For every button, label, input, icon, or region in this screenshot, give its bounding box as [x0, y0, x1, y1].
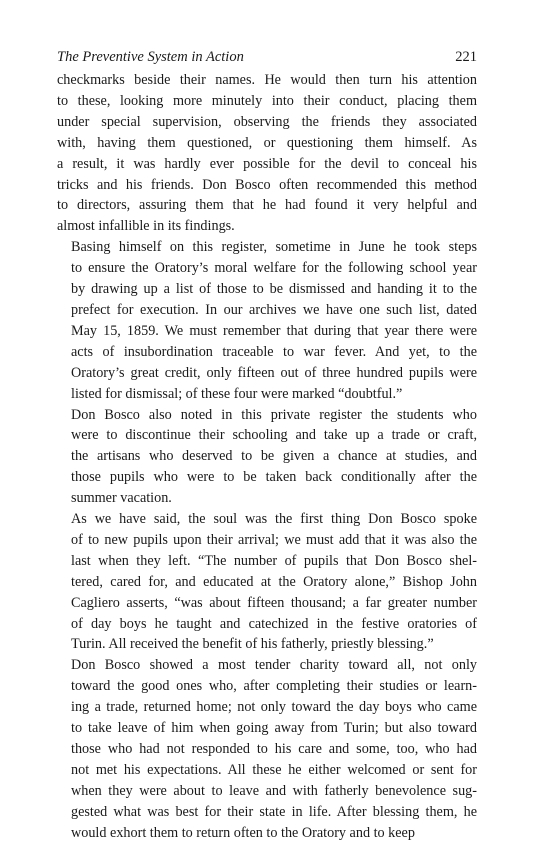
- paragraph: [57, 655, 477, 843]
- paragraph: [57, 405, 477, 510]
- running-head: [57, 48, 477, 66]
- text-line: almost infallible in its findings.: [57, 218, 235, 235]
- text-line: As we have said, the soul was the first thing Don Bosco spoke: [71, 511, 477, 528]
- text-line: Basing himself on this register, sometime in June he took steps: [71, 239, 477, 256]
- text-line: to ensure the Oratory’s moral welfare for the following school year: [71, 260, 477, 277]
- text-line: Don Bosco also noted in this private register the students who: [71, 406, 477, 423]
- text-line: to take leave of him when going away from Turin; but also toward: [71, 720, 477, 737]
- text-line: tered, cared for, and educated at the Oratory alone,” Bishop John: [71, 573, 477, 590]
- text-line: Oratory’s great credit, only fifteen out of three hundred pupils were: [71, 364, 477, 381]
- text-line: prefect for execution. In our archives we have one such list, dated: [71, 301, 477, 318]
- text-line: to directors, assuring them that he had found it very helpful and: [57, 197, 477, 214]
- text-line: checkmarks beside their names. He would then turn his attention: [57, 72, 477, 88]
- text-line: those who had not responded to his care and some, too, who had: [71, 741, 477, 757]
- text-line: Cagliero asserts, “was about fifteen thousand; a far greater number: [71, 594, 477, 611]
- paragraph: [57, 70, 477, 237]
- text-line: by drawing up a list of those to be dismissed and handing it to the: [71, 281, 477, 298]
- text-line: of to new pupils upon their arrival; we must add that it was also the: [71, 531, 477, 548]
- text-line: tricks and his friends. Don Bosco often recommended this method: [57, 176, 477, 193]
- text-line: listed for dismissal; of these four were marked “doubtful.”: [71, 385, 403, 402]
- text-line: May 15, 1859. We must remember that during that year there were: [71, 322, 477, 339]
- paragraph: [57, 237, 477, 404]
- text-line: Turin. All received the benefit of his fatherly, priestly blessing.”: [71, 636, 434, 653]
- text-line: last when they left. “The number of pupils that Don Bosco shel-: [71, 552, 477, 569]
- text-line: a result, it was hardly ever possible for the devil to conceal his: [57, 155, 477, 172]
- text-line: Don Bosco showed a most tender charity toward all, not only: [71, 657, 477, 674]
- body-text: [57, 70, 477, 844]
- paragraph: [57, 509, 477, 655]
- text-line: of day boys he taught and catechized in the festive oratories of: [71, 615, 477, 632]
- text-line: not met his expectations. All these he either welcomed or sent for: [71, 761, 477, 778]
- text-line: the artisans who deserved to be given a chance at studies, and: [71, 448, 477, 465]
- text-line: gested what was best for their state in life. After blessing them, he: [71, 803, 477, 820]
- text-line: when they were about to leave and with fatherly benevolence sug-: [71, 782, 477, 799]
- text-line: summer vacation.: [71, 490, 172, 507]
- text-line: to these, looking more minutely into their conduct, placing them: [57, 92, 477, 109]
- text-line: under special supervision, observing the friends they associated: [57, 113, 477, 130]
- running-title: The Preventive System in Action: [57, 49, 244, 65]
- page-number: 221: [455, 49, 477, 65]
- text-line: acts of insubordination traceable to war fever. And yet, to the: [71, 343, 477, 360]
- text-line: those pupils who were to be taken back conditionally after the: [71, 469, 477, 486]
- text-line: were to discontinue their schooling and take up a trade or craft,: [71, 427, 477, 444]
- book-page: [57, 48, 477, 844]
- text-line: toward the good ones who, after completing their studies or learn-: [71, 678, 477, 695]
- text-line: ing a trade, returned home; not only toward the day boys who came: [71, 699, 477, 716]
- text-line: with, having them questioned, or questioning them himself. As: [57, 134, 477, 151]
- text-line: would exhort them to return often to the Oratory and to keep: [71, 824, 415, 841]
